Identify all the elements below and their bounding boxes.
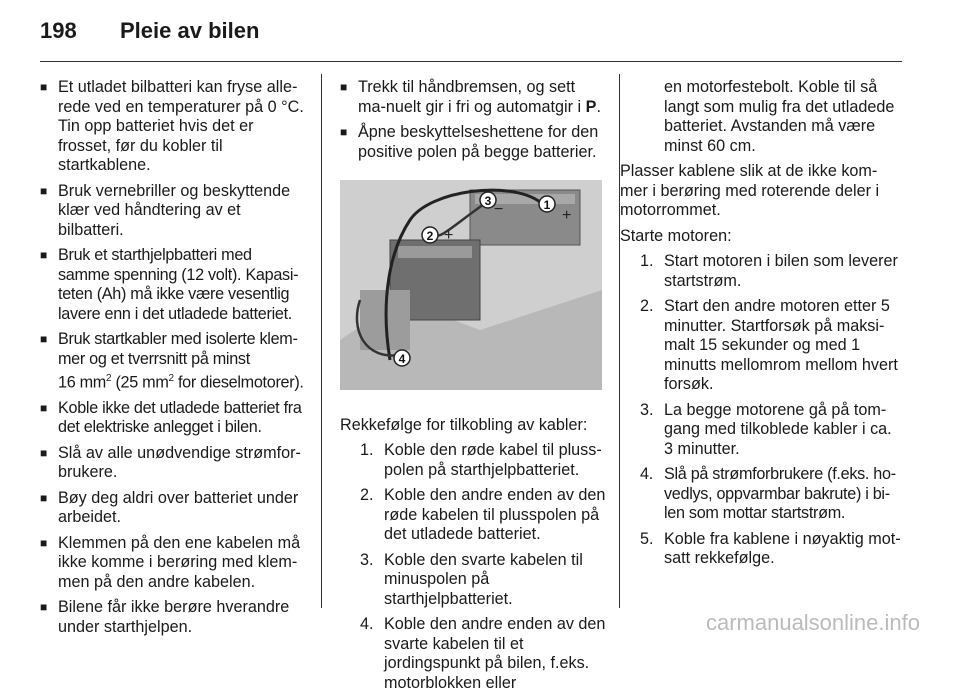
start-steps (620, 252, 902, 569)
step-text: Koble den røde kabel til pluss-polen på starthjelpbatteriet. (384, 441, 602, 479)
chapter-title: Pleie av bilen (120, 18, 260, 43)
jump-start-photo (340, 180, 602, 390)
plus-sign: + (444, 227, 454, 244)
list-item (640, 401, 902, 460)
photo-label-3: 3 (484, 194, 492, 208)
list-item (40, 330, 305, 393)
list-item (360, 551, 606, 610)
list-item (640, 252, 902, 291)
cable-text: 16 mm (58, 373, 106, 392)
cable-placement-note: Plasser kablene slik at de ikke kom-mer i berøring med roterende deler i motorrommet. (620, 162, 880, 219)
cable-text: for dieselmotorer). (173, 373, 304, 392)
watermark: carmanualsonline.info (705, 610, 920, 635)
list-item (640, 465, 902, 524)
step-text: Start motoren i bilen som leverer startstrøm. (664, 252, 898, 290)
list-item (360, 441, 606, 480)
list-item: ■ Koble ikke det utladede batteriet fra det elektriske anlegget i bilen. (40, 399, 305, 438)
step-number: 3. (640, 400, 654, 419)
step-number: 2. (360, 486, 374, 504)
connection-steps (340, 441, 606, 693)
list-item: ■ Bilene får ikke berøre hverandre under starthjelpen. (40, 598, 305, 637)
superscript: 2 (105, 373, 112, 384)
step-text: Start den andre motoren etter 5 minutter. Startforsøk på maksi-malt 15 sekunder og med 1 minutts mellomrom mellom hvert forsøk. (664, 297, 898, 393)
list-item: ■ Bruk et starthjelpbatteri med samme spenning (12 volt). Kapasi-teten (Ah) må ikke være vesentlig lavere enn i det utladede batteriet. (40, 246, 305, 324)
header-rule (40, 61, 902, 62)
start-engine-heading: Starte motoren: (620, 226, 732, 245)
list-item (360, 486, 606, 545)
cable-text: (25 mm (111, 373, 169, 392)
list-item: ■ Bruk vernebriller og beskyttende klær ved håndtering av et bilbatteri. (40, 182, 305, 241)
photo-label-2: 2 (426, 229, 434, 243)
cable-text: Bruk startkabler med isolerte klem-mer og et tverrsnitt på minst (58, 330, 298, 368)
list-item (640, 530, 902, 569)
gear-symbol: P (585, 97, 597, 116)
column-right (620, 78, 902, 575)
list-item: ■ Et utladet bilbatteri kan fryse alle-rede ved en temperaturer på 0 °C. Tin opp batteriet hvis det er frosset, før du kobler til startkablene. (40, 78, 305, 176)
step-number: 3. (360, 550, 374, 569)
column-divider (321, 74, 322, 608)
list-item: ■ Slå av alle unødvendige strømfor-brukere. (40, 444, 305, 483)
step-text: Koble fra kablene i nøyaktig mot-satt rekkefølge. (664, 529, 901, 567)
page-number: 198 (40, 18, 77, 43)
minus-sign: − (494, 201, 504, 218)
superscript: 2 (168, 373, 174, 384)
step-text: Koble den andre enden av den svarte kabelen til et jordingspunkt på bilen, f.eks. motorblokken eller (384, 615, 606, 692)
list-item: ■ Åpne beskyttelseshettene for den positive polen på begge batterier. (340, 123, 606, 162)
step-number: 2. (640, 297, 654, 315)
precaution-list (40, 78, 305, 637)
step-number: 4. (640, 465, 653, 483)
connection-intro: Rekkefølge for tilkobling av kabler: (340, 415, 588, 434)
punctuation: . (596, 97, 601, 116)
step-number: 5. (640, 529, 654, 548)
step-number: 1. (360, 441, 374, 459)
continued-step-text: en motorfestebolt. Koble til så langt som mulig fra det utladede batteriet. Avstanden må være minst 60 cm. (664, 78, 895, 155)
step-text: Slå på strømforbrukere (f.eks. ho-vedlys, oppvarmbar bakrute) i bi-len som mottar startstrøm. (664, 465, 896, 522)
handbrake-text: Trekk til håndbremsen, og sett ma-nuelt gir i fri og automatgir i (358, 78, 586, 116)
step-number: 4. (360, 615, 374, 633)
preparation-list (340, 78, 606, 162)
column-left (40, 78, 305, 643)
page-header (40, 18, 259, 48)
step-text: La begge motorene gå på tom-gang med tilkoblede kabler i ca. 3 minutter. (664, 400, 892, 458)
plus-sign: + (562, 207, 572, 224)
photo-label-4: 4 (398, 352, 406, 366)
step-number: 1. (640, 252, 654, 270)
list-item: ■ Klemmen på den ene kabelen må ikke komme i berøring med klem-men på den andre kabelen. (40, 534, 305, 593)
photo-label-1: 1 (543, 198, 551, 212)
step-text: Koble den svarte kabelen til minuspolen på starthjelpbatteriet. (384, 550, 583, 608)
list-item (340, 78, 606, 117)
list-item: ■ Bøy deg aldri over batteriet under arbeidet. (40, 489, 305, 528)
list-item (640, 297, 902, 395)
column-middle (340, 78, 606, 699)
list-item (360, 615, 606, 693)
step-text: Koble den andre enden av den røde kabelen til plusspolen på det utladede batteriet. (384, 486, 606, 543)
